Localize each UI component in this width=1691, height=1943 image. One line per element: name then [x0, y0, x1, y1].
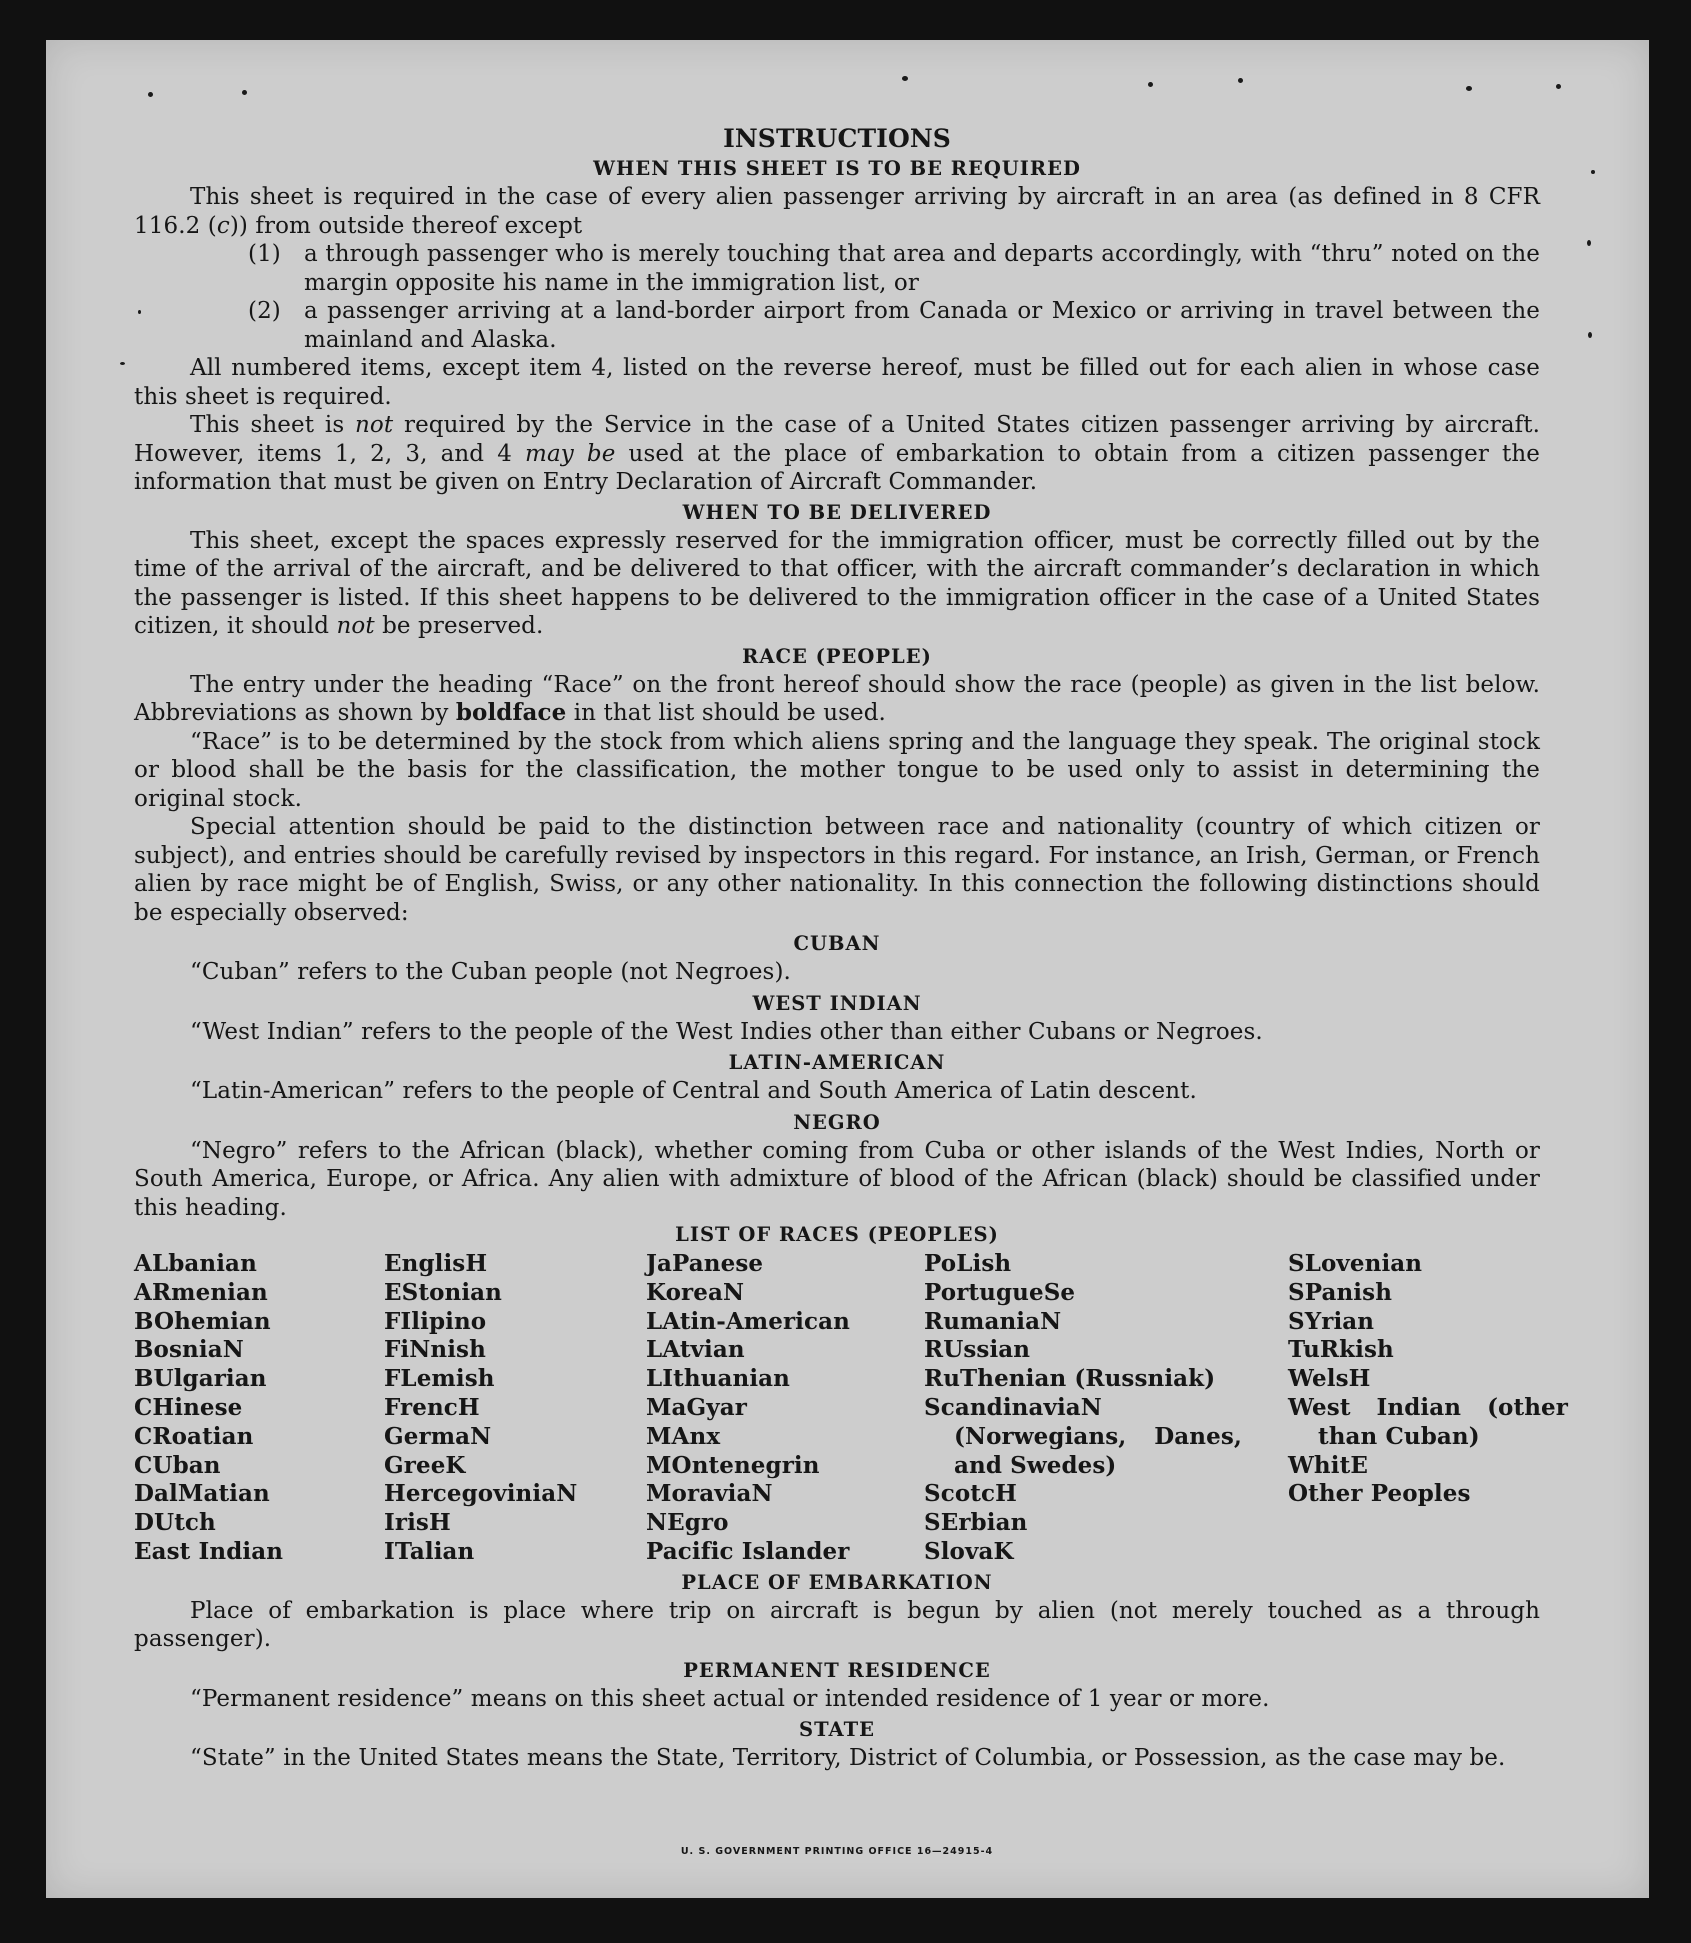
race-item: HercegoviniaN — [384, 1480, 578, 1508]
races-column-2 — [384, 1250, 646, 1567]
races-column-4 — [924, 1250, 1288, 1567]
races-list — [134, 1250, 1568, 1567]
ink-speck — [1591, 170, 1595, 174]
paragraph-race-entry: The entry under the heading “Race” on the front hereof should show the race (people) as given in the list below. Abbreviations as shown by boldface in that list should be used. — [134, 671, 1540, 726]
paragraph-numbered-items: All numbered items, except item 4, listed on the reverse hereof, must be filled out for each alien in whose case this sheet is required. — [134, 355, 1540, 410]
race-item: DUtch — [134, 1509, 216, 1537]
ink-speck — [120, 362, 125, 365]
race-item: SLovenian — [1288, 1250, 1423, 1277]
ink-speck — [1238, 78, 1243, 83]
paragraph-west-indian: “West Indian” refers to the people of the West Indies other than either Cubans or Negroes. — [190, 1018, 1263, 1045]
ink-speck — [1587, 240, 1591, 246]
race-item: ITalian — [384, 1537, 475, 1565]
race-item: SPanish — [1288, 1278, 1393, 1306]
ink-speck — [902, 76, 908, 81]
races-column-5 — [1288, 1250, 1568, 1567]
ink-speck — [148, 92, 153, 97]
heading-list-of-races: LIST OF RACES (PEOPLES) — [675, 1223, 999, 1246]
paragraph-delivered: This sheet, except the spaces expressly reserved for the immigration officer, must be correctly filled out by the time of the arrival of the aircraft, and be delivered to that officer, with the aircraft commander’s declaration in which the passenger is listed. If this sheet happens to be delivered to the immigration officer in the case of a United States citizen, it should not be preserved. — [134, 527, 1540, 639]
race-item: SErbian — [924, 1509, 1028, 1537]
race-item: LAtvian — [646, 1336, 745, 1364]
ink-speck — [242, 90, 247, 95]
race-item: MAnx — [646, 1422, 721, 1450]
ink-speck — [1556, 84, 1561, 89]
paragraph-latin-american: “Latin-American” refers to the people of Central and South America of Latin descent. — [190, 1078, 1197, 1104]
exceptions-list — [134, 240, 1540, 354]
race-item: WelsH — [1288, 1365, 1371, 1393]
race-item: CHinese — [134, 1393, 243, 1421]
race-item: PoLish — [924, 1250, 1012, 1277]
race-item: JaPanese — [646, 1250, 764, 1277]
page-title: INSTRUCTIONS — [723, 124, 951, 153]
heading-when-required: WHEN THIS SHEET IS TO BE REQUIRED — [593, 157, 1081, 180]
race-item: RUssian — [924, 1336, 1031, 1364]
race-item: MOntenegrin — [646, 1451, 820, 1479]
printing-office-imprint: U. S. GOVERNMENT PRINTING OFFICE 16—24915-4 — [680, 1846, 994, 1857]
heading-state: STATE — [799, 1718, 875, 1742]
race-item: ScotcH — [924, 1480, 1017, 1508]
race-item: FLemish — [384, 1365, 495, 1393]
exception-item: (1) a through passenger who is merely touching that area and departs accordingly, with “thru” noted on the margin opposite his name in the immigration list, or — [248, 241, 1540, 296]
race-item: ALbanian — [134, 1250, 257, 1277]
race-item: LIthuanian — [646, 1365, 790, 1393]
race-item: KoreaN — [646, 1278, 745, 1306]
race-item: LAtin-American — [646, 1307, 850, 1335]
exception-item: (2) a passenger arriving at a land-border airport from Canada or Mexico or arriving in travel between the mainland and Alaska. — [248, 298, 1540, 353]
race-item: NEgro — [646, 1509, 729, 1537]
race-item: MoraviaN — [646, 1480, 773, 1508]
paragraph-citizen: This sheet is not required by the Service in the case of a United States citizen passenger arriving by aircraft. However, items 1, 2, 3, and 4 may be used at the place of embarkation to obtain from a citizen passenger the information that must be given on Entry Declaration of Aircraft Commander. — [134, 412, 1540, 495]
race-item: IrisH — [384, 1509, 451, 1537]
race-item: PortugueSe — [924, 1278, 1076, 1306]
race-item: BosniaN — [134, 1336, 244, 1364]
heading-when-delivered: WHEN TO BE DELIVERED — [682, 500, 992, 524]
race-item: FrencH — [384, 1393, 480, 1421]
paragraph-race-definition: “Race” is to be determined by the stock from which aliens spring and the language they speak. The original stock or blood shall be the basis for the classification, the mother tongue to be used only to assist in determining the original stock. — [134, 728, 1540, 812]
heading-latin-american: LATIN-AMERICAN — [728, 1051, 946, 1074]
instructions-content — [134, 118, 1568, 1857]
race-item: TuRkish — [1288, 1336, 1394, 1364]
race-item: DalMatian — [134, 1480, 270, 1508]
race-item: BOhemian — [134, 1307, 271, 1335]
paragraph-negro: “Negro” refers to the African (black), whether coming from Cuba or other islands of the West Indies, North or South America, Europe, or Africa. Any alien with admixture of blood of the African (black) should be classified under this heading. — [134, 1137, 1540, 1221]
ink-speck — [1588, 332, 1592, 338]
race-item: West Indian (other than Cuban) — [1288, 1393, 1568, 1450]
paragraph-race-nationality: Special attention should be paid to the distinction between race and nationality (country of which citizen or subject), and entries should be carefully revised by inspectors in this regard. For instance, an Irish, German, or French alien by race might be of English, Swiss, or any other nationality. In this connection the following distinctions should be especially observed: — [134, 814, 1540, 926]
race-item: WhitE — [1288, 1451, 1368, 1479]
race-item: GreeK — [384, 1451, 466, 1479]
races-column-1 — [134, 1250, 384, 1567]
heading-negro: NEGRO — [793, 1110, 881, 1134]
heading-place-of-embarkation: PLACE OF EMBARKATION — [681, 1570, 993, 1594]
race-item: CUban — [134, 1451, 221, 1479]
race-item: Other Peoples — [1288, 1480, 1471, 1508]
paragraph-cuban: “Cuban” refers to the Cuban people (not Negroes). — [190, 959, 791, 985]
heading-race: RACE (PEOPLE) — [742, 644, 932, 668]
heading-permanent-residence: PERMANENT RESIDENCE — [683, 1658, 991, 1682]
paragraph-required: This sheet is required in the case of every alien passenger arriving by aircraft in an area (as defined in 8 CFR 116.2 (c)) from outside thereof except — [134, 184, 1540, 239]
race-item: GermaN — [384, 1422, 492, 1450]
race-item: ScandinaviaN (Norwegians, Danes, and Swedes) — [924, 1393, 1242, 1479]
heading-cuban: CUBAN — [793, 932, 881, 955]
race-item: FiNnish — [384, 1336, 486, 1364]
race-item: RuThenian (Russniak) — [924, 1365, 1216, 1393]
ink-speck — [1148, 82, 1153, 87]
race-item: SYrian — [1288, 1307, 1375, 1335]
race-item: CRoatian — [134, 1422, 254, 1450]
race-item: Pacific Islander — [646, 1537, 850, 1565]
race-item: BUlgarian — [134, 1365, 267, 1393]
race-item: MaGyar — [646, 1393, 747, 1421]
race-item: RumaniaN — [924, 1307, 1062, 1335]
race-item: SlovaK — [924, 1537, 1014, 1565]
paragraph-embarkation: Place of embarkation is place where trip on aircraft is begun by alien (not merely touched as a through passenger). — [134, 1597, 1540, 1653]
races-column-3 — [646, 1250, 924, 1567]
ink-speck — [1466, 86, 1472, 91]
heading-west-indian: WEST INDIAN — [752, 991, 922, 1015]
race-item: EnglisH — [384, 1250, 488, 1277]
race-item: EStonian — [384, 1278, 502, 1306]
race-item: ARmenian — [134, 1278, 268, 1306]
paragraph-residence: “Permanent residence” means on this sheet actual or intended residence of 1 year or more. — [190, 1685, 1270, 1712]
race-item: FIlipino — [384, 1307, 487, 1335]
paragraph-state: “State” in the United States means the State, Territory, District of Columbia, or Possession, as the case may be. — [190, 1745, 1506, 1772]
race-item: East Indian — [134, 1537, 284, 1565]
